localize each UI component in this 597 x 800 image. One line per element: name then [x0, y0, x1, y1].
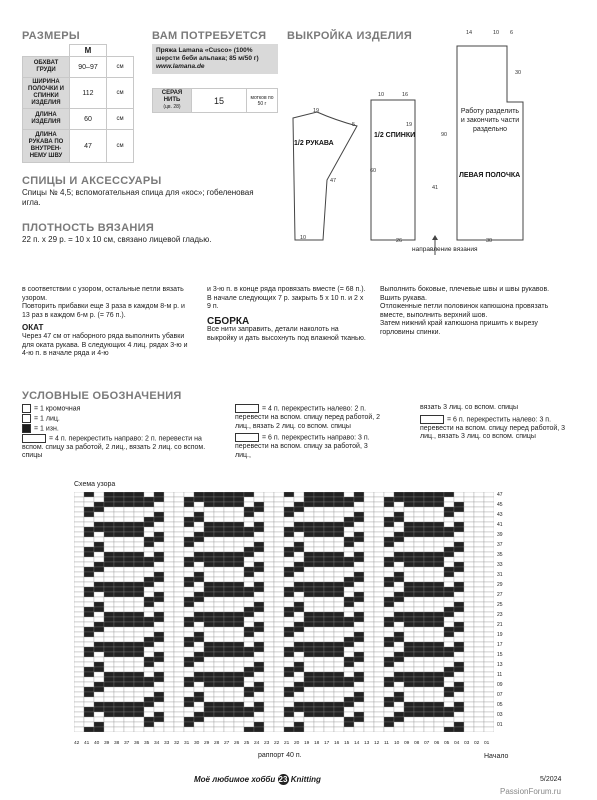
chart-title: Схема узора — [74, 481, 116, 488]
sleeve-label: 1/2 РУКАВА — [294, 140, 334, 147]
size-row: ШИРИНА ПОЛОЧКИ И СПИНКИ ИЗДЕЛИЯ 112 см — [23, 78, 134, 109]
chart-row-number: 39 — [497, 532, 503, 538]
cable-right-6-icon — [235, 433, 259, 442]
chart-col-number: 16 — [334, 741, 340, 746]
direction-label: направление вязания — [412, 246, 478, 253]
instructions-col1: в соответствии с узором, остальные петли вязать узором. Повторить прибавки еще 3 раза в каждом 8-м р. и 13 раз в каждом 6-м р. (= 76 п.). ОКАТ Через 47 см от наборного ряда выполнить убавки для оката рукава. В следующих 4 лиц. рядах 3-ю и 4-ю п. в начале ряда и 4-ю — [22, 286, 192, 359]
chart-col-number: 02 — [474, 741, 480, 746]
chart-start-label: Начало — [484, 753, 509, 760]
chart-col-number: 41 — [84, 741, 90, 746]
needles-heading: СПИЦЫ И АКСЕССУАРЫ — [22, 175, 162, 187]
chart-col-number: 12 — [374, 741, 380, 746]
chart-col-number: 11 — [384, 741, 389, 746]
chart-col-number: 39 — [104, 741, 110, 746]
chart-row-number: 45 — [497, 502, 503, 508]
chart-col-number: 21 — [284, 741, 290, 746]
chart-col-number: 04 — [454, 741, 460, 746]
chart-col-number: 10 — [394, 741, 400, 746]
chart-col-number: 01 — [484, 741, 490, 746]
cable-right-4-icon — [22, 434, 46, 443]
color-label: СЕРАЯ НИТЬ — [161, 90, 183, 103]
cable-left-6-icon — [420, 415, 444, 424]
front-label: ЛЕВАЯ ПОЛОЧКА — [459, 172, 521, 179]
pattern-note: Работу разделить и закончить части раздельно — [460, 108, 520, 133]
chart-col-number: 34 — [154, 741, 160, 746]
front-piece — [457, 46, 523, 240]
chart-row-number: 03 — [497, 712, 503, 718]
chart-col-number: 30 — [194, 741, 200, 746]
color-code: (цв. 28) — [163, 104, 181, 110]
yarn-amount: 15 — [192, 89, 247, 113]
chart-row-number: 33 — [497, 562, 503, 568]
chart-row-number: 19 — [497, 632, 503, 638]
pattern-schematic — [285, 40, 585, 260]
footer-magazine: Моё любимое хобби 23 Knitting — [194, 775, 321, 784]
chart-row-number: 09 — [497, 682, 503, 688]
chart-row-number: 25 — [497, 602, 503, 608]
chart-col-number: 29 — [204, 741, 210, 746]
yarn-amount-table — [152, 88, 278, 113]
chart-col-number: 40 — [94, 741, 100, 746]
footer-issue: 5/2024 — [540, 776, 562, 783]
chart-col-number: 23 — [264, 741, 270, 746]
chart-row-number: 11 — [497, 672, 503, 678]
chart-row-number: 31 — [497, 572, 503, 578]
chart-row-number: 35 — [497, 552, 503, 558]
chart-row-number: 37 — [497, 542, 503, 548]
chart-col-number: 33 — [164, 741, 170, 746]
sborka-heading: СБОРКА — [207, 315, 250, 327]
instructions-col2: и 3-ю п. в конце ряда провязать вместе (= 68 п.). В начале следующих 7 р. закрыть 5 х 10 п. и 2 х 9 п. СБОРКА Все нити заправить, детали наколоть на выкройку и дать высохнуть под влажной тканью. — [207, 286, 366, 342]
chart-row-number: 13 — [497, 662, 503, 668]
chart-col-number: 17 — [324, 741, 330, 746]
chart-row-number: 07 — [497, 692, 503, 698]
chart-col-number: 36 — [134, 741, 140, 746]
purl-stitch-icon — [22, 424, 31, 433]
chart-row-number: 01 — [497, 722, 503, 728]
yarn-site: www.lamana.de — [156, 63, 205, 70]
sleeve-piece — [293, 112, 357, 240]
legend-col2: = 4 п. перекрестить налево: 2 п. перевести на вспом. спицу перед работой, 2 лиц., вязать 2 лиц. со вспом. спицы = 6 п. перекрестить направо: 3 п. перевести на вспом. спицу за работой, 3 лиц., — [235, 405, 381, 459]
needles-text: Спицы № 4,5; вспомогательная спица для «кос»; гобеленовая игла. — [22, 188, 254, 207]
gauge-text: 22 п. х 29 р. = 10 х 10 см, связано лицевой гладью. — [22, 235, 212, 244]
chart-col-number: 18 — [314, 741, 320, 746]
chart-col-number: 14 — [354, 741, 360, 746]
chart-col-number: 25 — [244, 741, 250, 746]
chart-col-number: 28 — [214, 741, 220, 746]
chart-col-number: 13 — [364, 741, 370, 746]
chart-row-number: 05 — [497, 702, 503, 708]
chart-row-number: 43 — [497, 512, 503, 518]
yarn-unit: мотков по 50 г — [247, 89, 278, 113]
legend-col3: вязать 3 лиц. со вспом. спицы = 6 п. перекрестить налево: 3 п. перевести на вспом. спицу перед работой, 3 лиц., вязать 3 лиц. со вспом. спицы — [420, 404, 566, 441]
legend-col1: = 1 кромочная = 1 лиц. = 1 изн. = 4 п. перекрестить направо: 2 п. перевести на вспом. спицу за работой, 2 лиц., вязать 2 лиц. со вспом. спицы — [22, 405, 206, 460]
size-row: ДЛИНА ИЗДЕЛИЯ 60 см — [23, 109, 134, 130]
chart-col-number: 08 — [414, 741, 420, 746]
page-number: 23 — [278, 775, 288, 784]
okat-heading: ОКАТ — [22, 323, 44, 333]
instructions-col3: Выполнить боковые, плечевые швы и швы рукавов. Вшить рукава. Отложенные петли половинок капюшона провязать вместе, выполнить верхний шов. Затем нижний край капюшона пришить к вырезу горловины спинки. — [380, 286, 550, 336]
yarn-text: Пряжа Lamana «Cusco» (100% шерсти беби альпака; 85 м/50 г) — [156, 47, 259, 62]
chart-col-number: 03 — [464, 741, 470, 746]
chart-col-number: 35 — [144, 741, 150, 746]
chart-col-number: 09 — [404, 741, 410, 746]
chart-row-number: 17 — [497, 642, 503, 648]
chart-repeat-label: раппорт 40 п. — [258, 752, 302, 759]
chart-col-number: 24 — [254, 741, 260, 746]
chart-row-number: 41 — [497, 522, 503, 528]
size-row: ОБХВАТ ГРУДИ 90–97 см — [23, 57, 134, 78]
chart-col-number: 05 — [444, 741, 450, 746]
chart-row-number: 47 — [497, 492, 503, 498]
sizes-table — [22, 44, 134, 163]
chart-col-number: 27 — [224, 741, 230, 746]
chart-row-number: 23 — [497, 612, 503, 618]
chart-col-number: 22 — [274, 741, 280, 746]
chart-col-number: 26 — [234, 741, 240, 746]
gauge-heading: ПЛОТНОСТЬ ВЯЗАНИЯ — [22, 222, 155, 234]
chart-col-number: 20 — [294, 741, 300, 746]
knitting-chart-grid — [74, 492, 494, 732]
chart-col-number: 32 — [174, 741, 180, 746]
legend-heading: УСЛОВНЫЕ ОБОЗНАЧЕНИЯ — [22, 390, 182, 402]
chart-row-number: 27 — [497, 592, 503, 598]
footer-watermark: PassionForum.ru — [500, 787, 561, 796]
chart-col-number: 15 — [344, 741, 350, 746]
chart-col-number: 38 — [114, 741, 120, 746]
sizes-heading: РАЗМЕРЫ — [22, 30, 80, 42]
size-label: M — [70, 45, 107, 57]
chart-col-number: 31 — [184, 741, 190, 746]
edge-stitch-icon — [22, 404, 31, 413]
chart-row-number: 15 — [497, 652, 503, 658]
knit-stitch-icon — [22, 414, 31, 423]
chart-col-numbers — [74, 741, 494, 749]
chart-col-number: 06 — [434, 741, 440, 746]
cable-left-4-icon — [235, 404, 259, 413]
materials-heading: ВАМ ПОТРЕБУЕТСЯ — [152, 30, 267, 42]
chart-row-number: 21 — [497, 622, 503, 628]
yarn-box — [152, 44, 278, 74]
pattern-heading: ВЫКРОЙКА ИЗДЕЛИЯ — [287, 30, 413, 42]
chart-col-number: 42 — [74, 741, 80, 746]
chart-col-number: 37 — [124, 741, 130, 746]
back-piece — [371, 100, 415, 240]
chart-col-number: 19 — [304, 741, 310, 746]
back-label: 1/2 СПИНКИ — [374, 132, 416, 139]
size-row: ДЛИНА РУКАВА ПО ВНУТРЕН-НЕМУ ШВУ 47 см — [23, 130, 134, 163]
chart-row-number: 29 — [497, 582, 503, 588]
chart-col-number: 07 — [424, 741, 430, 746]
